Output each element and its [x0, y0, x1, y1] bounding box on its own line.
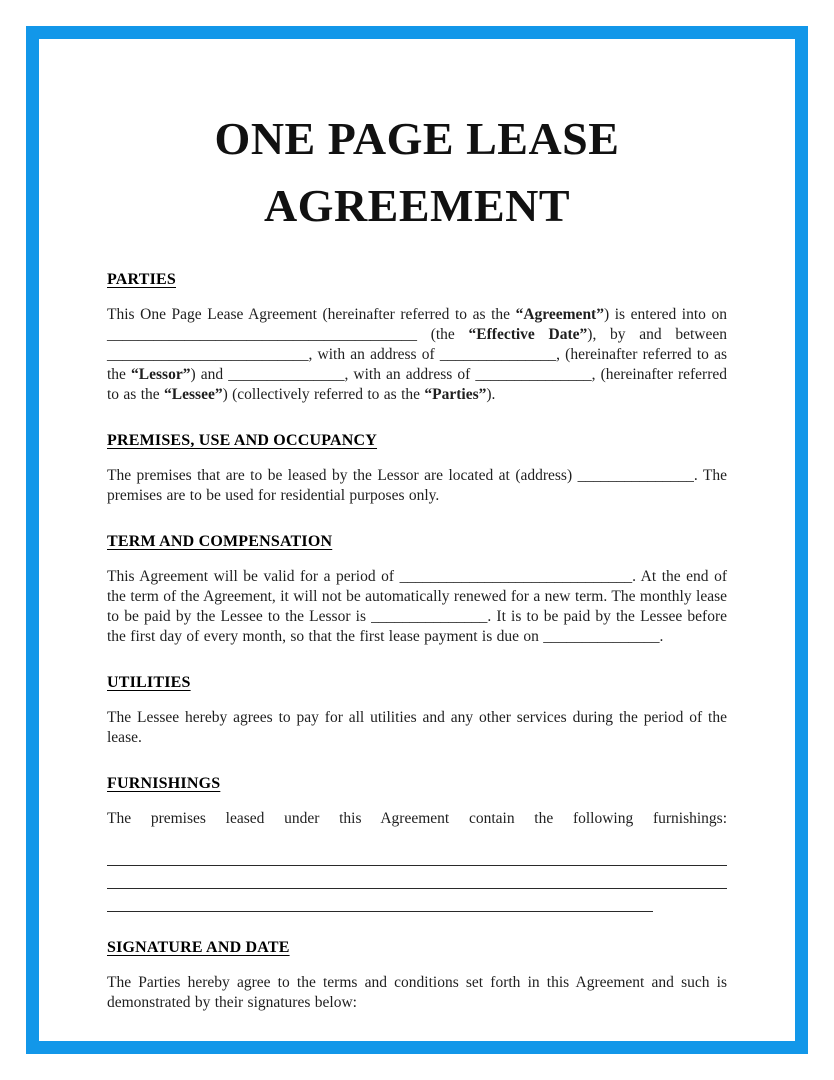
section-furnishings [107, 775, 727, 912]
section-heading-signature-date: SIGNATURE AND DATE [107, 939, 290, 956]
section-paragraph-term-compensation: This Agreement will be valid for a period of ______________________________. At the end of the term of the Agreement, it will not be automatically renewed for a new term. The monthly lease to be paid by the Lessee to the Lessor is _______________. It is to be paid by the Lessee before the first day of every month, so that the first lease payment is due on _______________. [107, 568, 727, 645]
section-heading-parties: PARTIES [107, 271, 177, 288]
section-paragraph-parties: This One Page Lease Agreement (hereinafter referred to as the “Agreement”) is entered into on ________________________________________ (the “Effective Date”), by and between __________________________, with an address of _______________, (hereinafter referred to as the “Lessor”) and _______________, with an address of _______________, (hereinafter referred to as the “Lessee”) (collectively referred to as the “Parties”). [107, 306, 728, 403]
section-paragraph-furnishings: The premises leased under this Agreement contain the following furnishings: [107, 810, 727, 827]
section-heading-premises: PREMISES, USE AND OCCUPANCY [107, 432, 378, 449]
title-line-1: ONE PAGE LEASE [214, 113, 620, 164]
section-paragraph-utilities: The Lessee hereby agrees to pay for all utilities and any other services during the period of the lease. [107, 709, 727, 746]
section-paragraph-premises: The premises that are to be leased by the Lessor are located at (address) _______________. The premises are to be used for residential purposes only. [107, 467, 727, 504]
section-heading-furnishings: FURNISHINGS [107, 775, 221, 792]
section-signature-date [107, 939, 727, 1013]
furnishings-blank-lines [107, 843, 727, 912]
furnishings-blank-line [107, 889, 653, 912]
document-content [107, 39, 727, 1013]
furnishings-blank-line [107, 866, 727, 889]
section-utilities [107, 674, 727, 748]
section-parties [107, 271, 727, 405]
title-line-2: AGREEMENT [263, 180, 571, 231]
section-heading-term-compensation: TERM AND COMPENSATION [107, 533, 333, 550]
document-title [107, 105, 727, 239]
section-premises [107, 432, 727, 506]
section-heading-utilities: UTILITIES [107, 674, 191, 691]
section-term-compensation [107, 533, 727, 647]
furnishings-blank-line [107, 843, 727, 866]
section-paragraph-signature-date: The Parties hereby agree to the terms and conditions set forth in this Agreement and such is demonstrated by their signatures below: [107, 974, 727, 1011]
